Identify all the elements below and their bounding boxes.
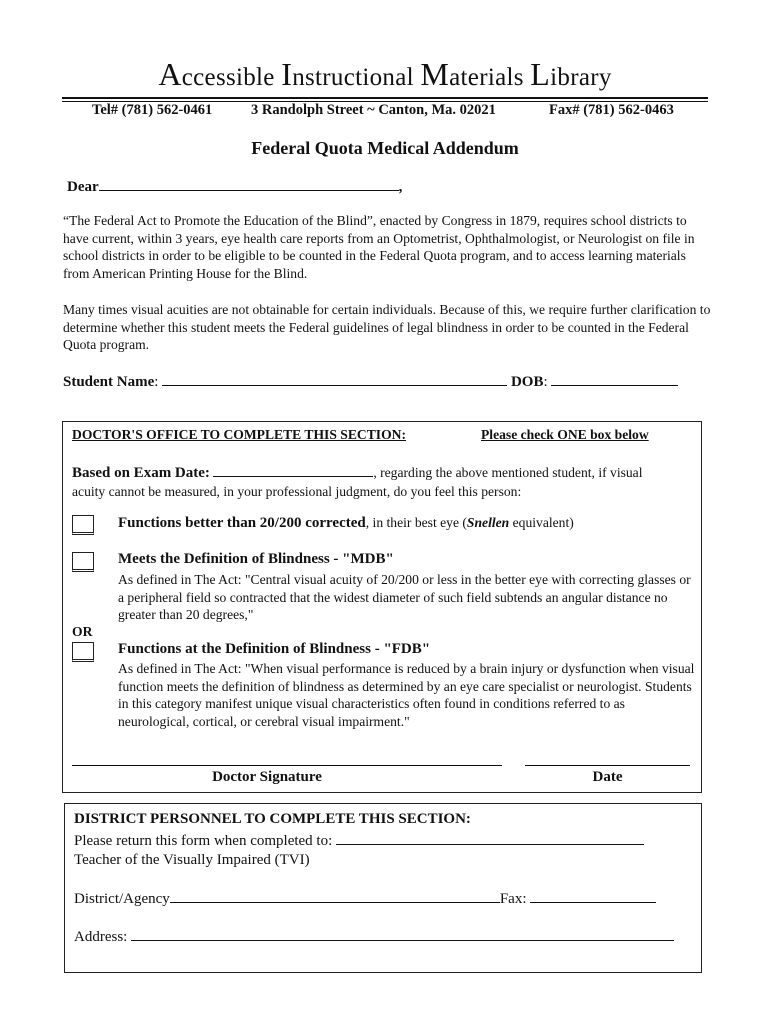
return-label: Please return this form when completed to:: [74, 833, 333, 849]
option-better-checkbox[interactable]: [72, 515, 94, 535]
snellen-text: Snellen: [466, 515, 510, 530]
option-fdb-title: Functions at the Definition of Blindness - "FDB": [118, 641, 431, 657]
option-better-title: [118, 515, 574, 532]
option-mdb-title: Meets the Definition of Blindness - "MDB": [118, 551, 394, 567]
dear-comma: ,: [398, 179, 403, 195]
check-one-instruction: Please check ONE box below: [481, 427, 649, 442]
tvi-label: Teacher of the Visually Impaired (TVI): [74, 852, 310, 868]
dob-field[interactable]: [551, 371, 678, 386]
option-fdb-checkbox[interactable]: [72, 642, 94, 662]
option-better-suffix-b: equivalent): [509, 515, 574, 530]
fax-number: Fax# (781) 562-0463: [549, 102, 674, 118]
dear-field[interactable]: [99, 176, 399, 191]
doctor-signature-label: Doctor Signature: [212, 769, 322, 785]
district-fax-field[interactable]: [530, 888, 656, 903]
address-field[interactable]: [131, 926, 674, 941]
form-title: Federal Quota Medical Addendum: [251, 138, 519, 158]
option-mdb-definition: As defined in The Act: "Central visual acuity of 20/200 or less in the better eye with correcting glasses or a peripheral field so contracted that the widest diameter of such field subtends an angular distance no greater than 20 degrees,": [118, 572, 691, 623]
student-name-colon: :: [154, 374, 159, 390]
district-section-heading: DISTRICT PERSONNEL TO COMPLETE THIS SECTION:: [74, 811, 471, 827]
header-rule-thick: [62, 97, 708, 99]
signature-date-field[interactable]: [525, 765, 690, 766]
dear-label: Dear: [67, 179, 99, 195]
intro-paragraph: “The Federal Act to Promote the Education of the Blind”, enacted by Congress in 1879, requires school districts to have current, within 3 years, eye health care reports from an Optometrist, Ophthalmologist, or Neurologist on file in school districts in order to be eligible to be counted in the Federal Quota program, and to access learning materials from American Printing House for the Blind.: [63, 213, 695, 281]
agency-label: District/Agency: [74, 891, 170, 907]
return-to-field[interactable]: [336, 830, 644, 845]
doctor-signature-field[interactable]: [72, 765, 502, 766]
address-row: [74, 926, 674, 947]
student-name-label: Student Name: [63, 374, 155, 390]
date-label: Date: [592, 769, 623, 785]
agency-row: [74, 888, 656, 909]
doctor-section-heading: DOCTOR'S OFFICE TO COMPLETE THIS SECTION:: [72, 427, 407, 442]
exam-text-2: acuity cannot be measured, in your professional judgment, do you feel this person:: [72, 483, 522, 499]
or-label: OR: [72, 624, 93, 639]
option-better-label: Functions better than 20/200 corrected: [118, 515, 366, 531]
street-address: 3 Randolph Street ~ Canton, Ma. 02021: [251, 102, 496, 118]
page-title: [0, 56, 770, 93]
agency-field[interactable]: [170, 888, 500, 903]
return-to-row: [74, 830, 644, 851]
title-word-1: Accessible: [158, 56, 282, 92]
option-fdb-definition: As defined in The Act: "When visual performance is reduced by a brain injury or dysfunction when visual function meets the definition of blindness as determined by an eye care specialist or neurologist. Students in this category manifest unique visual characteristics often found in conditions referred to as neurological, cortical, or cerebral visual impairment.": [118, 661, 695, 729]
exam-text-1: , regarding the above mentioned student, if visual: [373, 465, 643, 480]
phone-number: Tel# (781) 562-0461: [92, 102, 213, 118]
title-word-4: Library: [530, 56, 612, 92]
exam-date-label: Based on Exam Date:: [72, 465, 210, 481]
dob-colon: :: [543, 374, 548, 390]
exam-date-field[interactable]: [213, 462, 373, 477]
student-row: [63, 371, 713, 391]
title-word-2: Instructional: [281, 56, 421, 92]
title-word-3: Materials: [420, 56, 531, 92]
fax-label: Fax:: [499, 891, 527, 907]
address-label: Address:: [74, 929, 128, 945]
salutation: [67, 176, 402, 196]
student-name-field[interactable]: [162, 371, 507, 386]
dob-label: DOB: [510, 374, 544, 390]
exam-date-row: [72, 462, 692, 500]
clarification-paragraph: Many times visual acuities are not obtainable for certain individuals. Because of this, we require further clarification to determine whether this student meets the Federal guidelines of legal blindness in order to be counted in the Federal Quota program.: [63, 302, 711, 353]
option-mdb-checkbox[interactable]: [72, 552, 94, 572]
option-better-suffix-a: , in their best eye (: [365, 515, 467, 530]
